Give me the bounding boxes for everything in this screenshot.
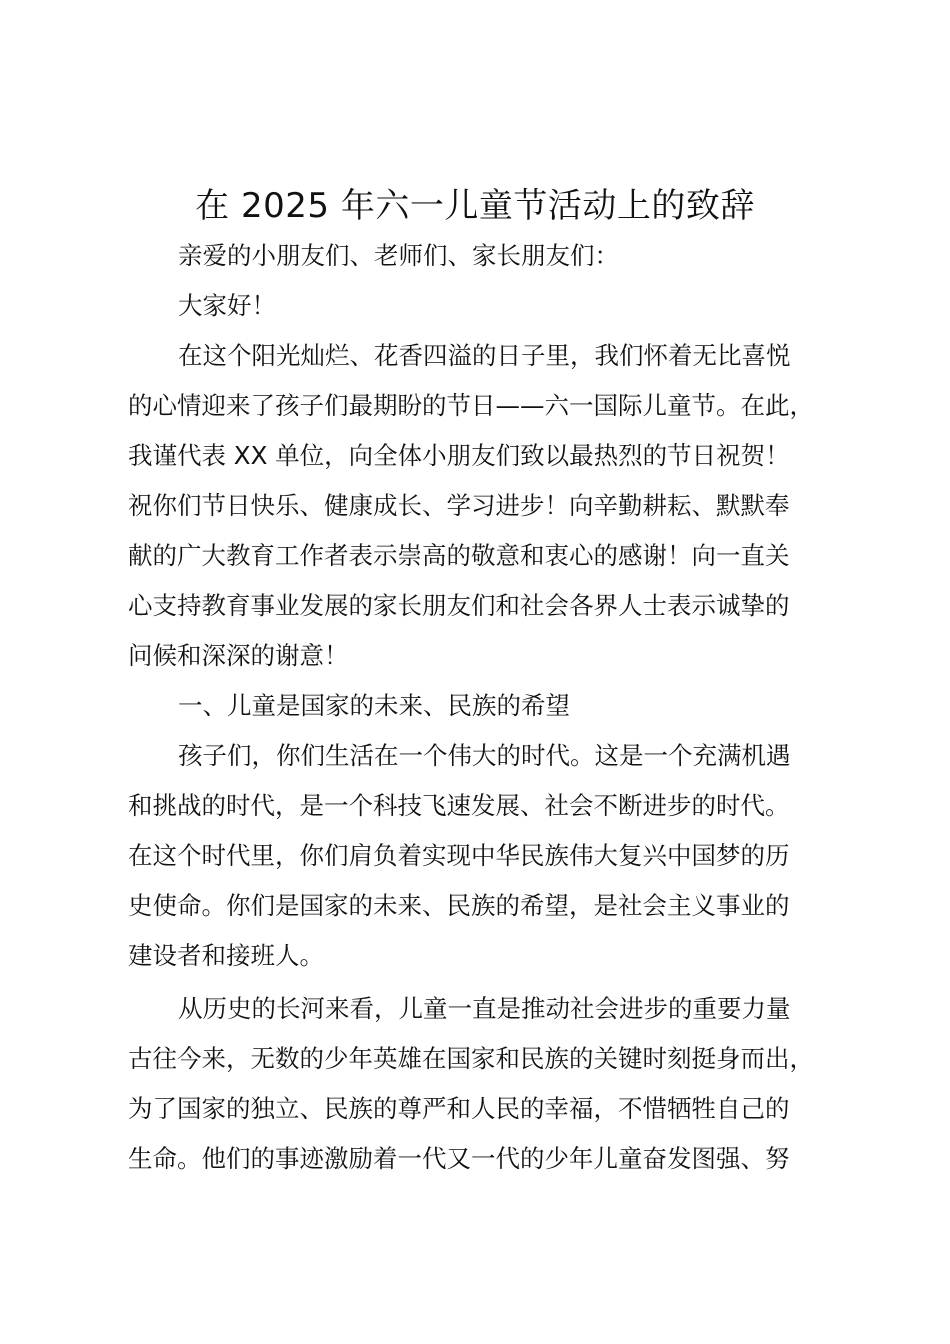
- document-body: [128, 231, 836, 1184]
- paragraph-line: 献的广大教育工作者表示崇高的敬意和衷心的感谢！向一直关: [128, 541, 790, 570]
- paragraph-line: 孩子们，你们生活在一个伟大的时代。这是一个充满机遇: [178, 741, 791, 770]
- document-title: 在 2025 年六一儿童节活动上的致辞: [195, 186, 755, 226]
- paragraph-line: 建设者和接班人。: [128, 941, 324, 970]
- paragraph-line: 生命。他们的事迹激励着一代又一代的少年儿童奋发图强、努: [128, 1144, 790, 1173]
- section-heading: [128, 681, 836, 731]
- paragraph-line: 亲爱的小朋友们、老师们、家长朋友们：: [178, 241, 619, 270]
- paragraph-line: 问候和深深的谢意！: [128, 641, 349, 670]
- paragraph-line: 的心情迎来了孩子们最期盼的节日——六一国际儿童节。在此，: [128, 391, 814, 420]
- paragraph-history: [128, 984, 836, 1184]
- paragraph-line: 在这个时代里，你们肩负着实现中华民族伟大复兴中国梦的历: [128, 841, 790, 870]
- paragraph-line: 心支持教育事业发展的家长朋友们和社会各界人士表示诚挚的: [128, 591, 790, 620]
- paragraph-salutation: [128, 231, 836, 281]
- paragraph-opening: [128, 331, 836, 681]
- paragraph-line: 我谨代表 XX 单位，向全体小朋友们致以最热烈的节日祝贺！: [128, 441, 790, 470]
- paragraph-era: [128, 731, 836, 981]
- paragraph-line: 和挑战的时代，是一个科技飞速发展、社会不断进步的时代。: [128, 791, 790, 820]
- paragraph-line: 为了国家的独立、民族的尊严和人民的幸福，不惜牺牲自己的: [128, 1094, 790, 1123]
- paragraph-line: 古往今来，无数的少年英雄在国家和民族的关键时刻挺身而出，: [128, 1044, 814, 1073]
- paragraph-line: 祝你们节日快乐、健康成长、学习进步！向辛勤耕耘、默默奉: [128, 491, 790, 520]
- paragraph-line: 大家好！: [178, 291, 276, 320]
- paragraph-line: 在这个阳光灿烂、花香四溢的日子里，我们怀着无比喜悦: [178, 341, 791, 370]
- paragraph-line: 从历史的长河来看，儿童一直是推动社会进步的重要力量: [178, 994, 791, 1023]
- section-heading-line: 一、儿童是国家的未来、民族的希望: [178, 691, 570, 720]
- paragraph-line: 史使命。你们是国家的未来、民族的希望，是社会主义事业的: [128, 891, 790, 920]
- paragraph-greeting: [128, 281, 836, 331]
